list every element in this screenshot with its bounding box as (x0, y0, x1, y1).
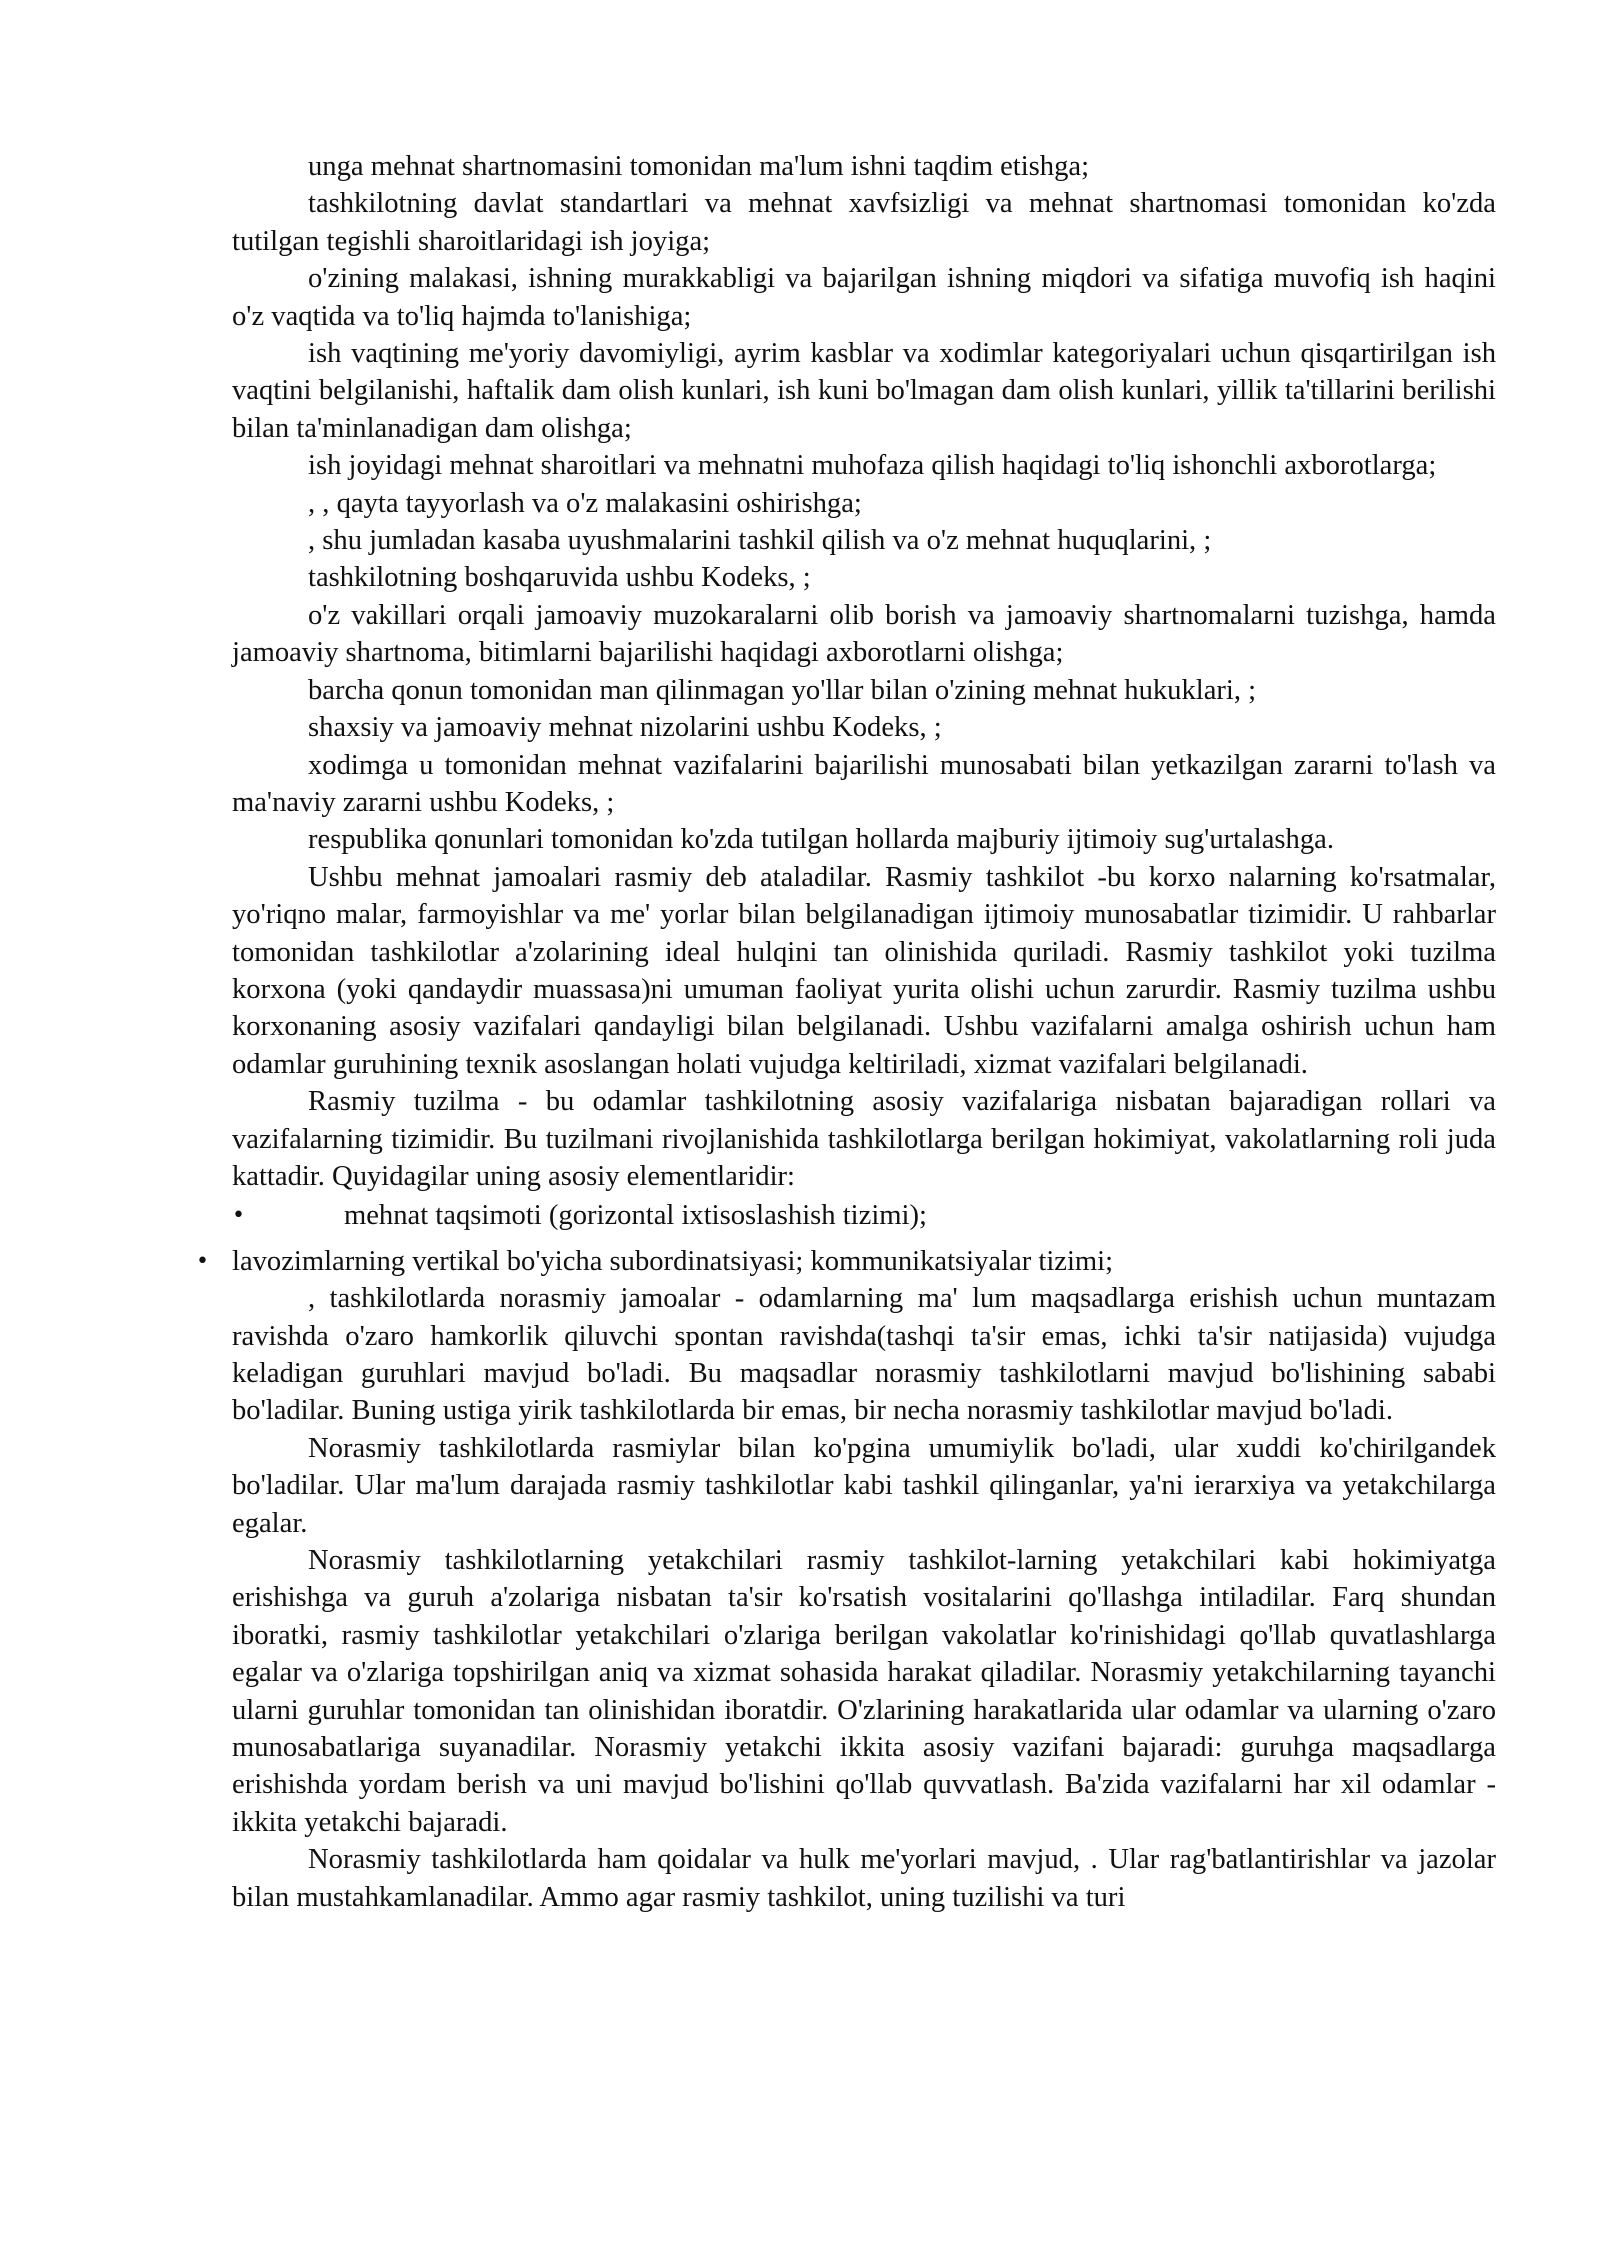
list-item (232, 1197, 1496, 1234)
rights-item-6: , , qayta tayyorlash va o'z malakasini oshirishga; (308, 487, 862, 519)
rights-item-7: , shu jumladan kasaba uyushmalarini tashkil qilish va o'z mehnat huquqlarini, ; (308, 525, 1212, 557)
rights-item-11: shaxsiy va jamoaviy mehnat nizolarini ushbu Kodeks, ; (308, 712, 942, 744)
rights-item-9: o'z vakillari orqali jamoaviy muzokaralarni olib borish va jamoaviy shartnomalarni tuzishga, hamda jamoaviy shartnoma, bitimlarni bajarilishi haqidagi axborotlarni olishga; (232, 599, 1496, 669)
informal-groups-paragraph: , tashkilotlarda norasmiy jamoalar - odamlarning ma' lum maqsadlarga erishish uchun muntazam ravishda o'zaro hamkorlik qiluvchi spontan ravishda(tashqi ta'sir emas, ichki ta'sir natijasida) vujudga keladigan guruhlari mavjud bo'ladi. Bu maqsadlar norasmiy tashkilotlarni mavjud bo'lishining sababi bo'ladilar. Buning ustiga yirik tashkilotlarda bir emas, bir necha norasmiy tashkilotlar mavjud bo'ladi. (232, 1283, 1496, 1427)
informal-similarity-paragraph: Norasmiy tashkilotlarda rasmiylar bilan ko'pgina umumiylik bo'ladi, ular xuddi ko'chirilgandek bo'ladilar. Ular ma'lum darajada rasmiy tashkilotlar kabi tashkil qilinganlar, ya'ni ierarxiya va yetakchilarga egalar. (232, 1432, 1496, 1539)
formal-structure-paragraph: Rasmiy tuzilma - bu odamlar tashkilotning asosiy vazifalariga nisbatan bajaradigan rollari va vazifalarning tizimidir. Bu tuzilmani rivojlanishida tashkilotlarga berilgan hokimiyat, vakolatlarning roli juda kattadir. Quyidagilar uning asosiy elementlaridir: (232, 1086, 1496, 1192)
rights-item-4: ish vaqtining me'yoriy davomiyligi, ayrim kasblar va xodimlar kategoriyalari uchun qisqartirilgan ish vaqtini belgilanishi, haftalik dam olish kunlari, ish kuni bo'lmagan dam olish kunlari, yillik ta'tillarini berilishi bilan ta'minlanadigan dam olishga; (232, 338, 1496, 444)
informal-leaders-paragraph: Norasmiy tashkilotlarning yetakchilari rasmiy tashkilot-larning yetakchilari kabi hokimiyatga erishishga va guruh a'zolariga nisbatan ta'sir ko'rsatish vositalarini qo'llashga intiladilar. Farq shundan iboratki, rasmiy tashkilotlar yetakchilari o'zlariga berilgan vakolatlar ko'rinishidagi qo'llab quvatlashlarga egalar va o'zlariga topshirilgan aniq va xizmat sohasida harakat qiladilar. Norasmiy yetakchilarning tayanchi ularni guruhlar tomonidan tan olinishidan iboratdir. O'zlarining harakatlarida ular odamlar va ularning o'zaro munosabatlariga suyanadilar. Norasmiy yetakchi ikkita asosiy vazifani bajaradi: guruhga maqsadlarga erishishda yordam berish va uni mavjud bo'lishini qo'llab quvvatlash. Ba'zida vazifalarni har xil odamlar - ikkita yetakchi bajaradi. (232, 1545, 1496, 1838)
bullet-icon: • (232, 1203, 245, 1229)
rights-item-10: barcha qonun tomonidan man qilinmagan yo'llar bilan o'zining mehnat hukuklari, ; (308, 674, 1257, 706)
rights-item-13: respublika qonunlari tomonidan ko'zda tutilgan hollarda majburiy ijtimoiy sug'urtalashga. (308, 824, 1334, 856)
rights-item-8: tashkilotning boshqaruvida ushbu Kodeks, ; (308, 562, 811, 594)
rights-item-3: o'zining malakasi, ishning murakkabligi va bajarilgan ishning miqdori va sifatiga muvofiq ish haqini o'z vaqtida va to'liq hajmda to'lanishiga; (232, 263, 1496, 332)
bullet-icon: • (196, 1248, 209, 1274)
list-item (196, 1243, 1496, 1280)
list-item-text: mehnat taqsimoti (gorizontal ixtisoslashish tizimi); (344, 1200, 927, 1232)
rights-item-1: unga mehnat shartnomasini tomonidan ma'lum ishni taqdim etishga; (308, 151, 1090, 182)
rights-item-2: tashkilotning davlat standartlari va mehnat xavfsizligi va mehnat shartnomasi tomonidan ko'zda tutilgan tegishli sharoitlaridagi ish joyiga; (232, 188, 1496, 257)
document-page (196, 148, 1496, 1916)
rights-item-12: xodimga u tomonidan mehnat vazifalarini bajarilishi munosabati bilan yetkazilgan zararni to'lash va ma'naviy zararni ushbu Kodeks, ; (232, 749, 1496, 818)
list-item-text: lavozimlarning vertikal bo'yicha subordinatsiyasi; kommunikatsiyalar tizimi; (232, 1245, 1114, 1277)
rights-item-5: ish joyidagi mehnat sharoitlari va mehnatni muhofaza qilish haqidagi to'liq ishonchli axborotlarga; (308, 450, 1437, 482)
informal-norms-paragraph: Norasmiy tashkilotlarda ham qoidalar va hulk me'yorlari mavjud, . Ular rag'batlantirishlar va jazolar bilan mustahkamlanadilar. Ammo agar rasmiy tashkilot, uning tuzilishi va turi (232, 1844, 1496, 1913)
formal-organization-paragraph: Ushbu mehnat jamoalari rasmiy deb ataladilar. Rasmiy tashkilot -bu korxo nalarning ko'rsatmalar, yo'riqno malar, farmoyishlar va me' yorlar bilan belgilanadigan ijtimoiy munosabatlar tizimidir. U rahbarlar tomonidan tashkilotlar a'zolarining ideal hulqini tan olinishida quriladi. Rasmiy tashkilot yoki tuzilma korxona (yoki qandaydir muassasa)ni umuman faoliyat yurita olishi uchun zarurdir. Rasmiy tuzilma ushbu korxonaning asosiy vazifalari qandayligi bilan belgilanadi. Ushbu vazifalarni amalga oshirish uchun ham odamlar guruhining texnik asoslangan holati vujudga keltiriladi, xizmat vazifalari belgilanadi. (232, 861, 1496, 1080)
